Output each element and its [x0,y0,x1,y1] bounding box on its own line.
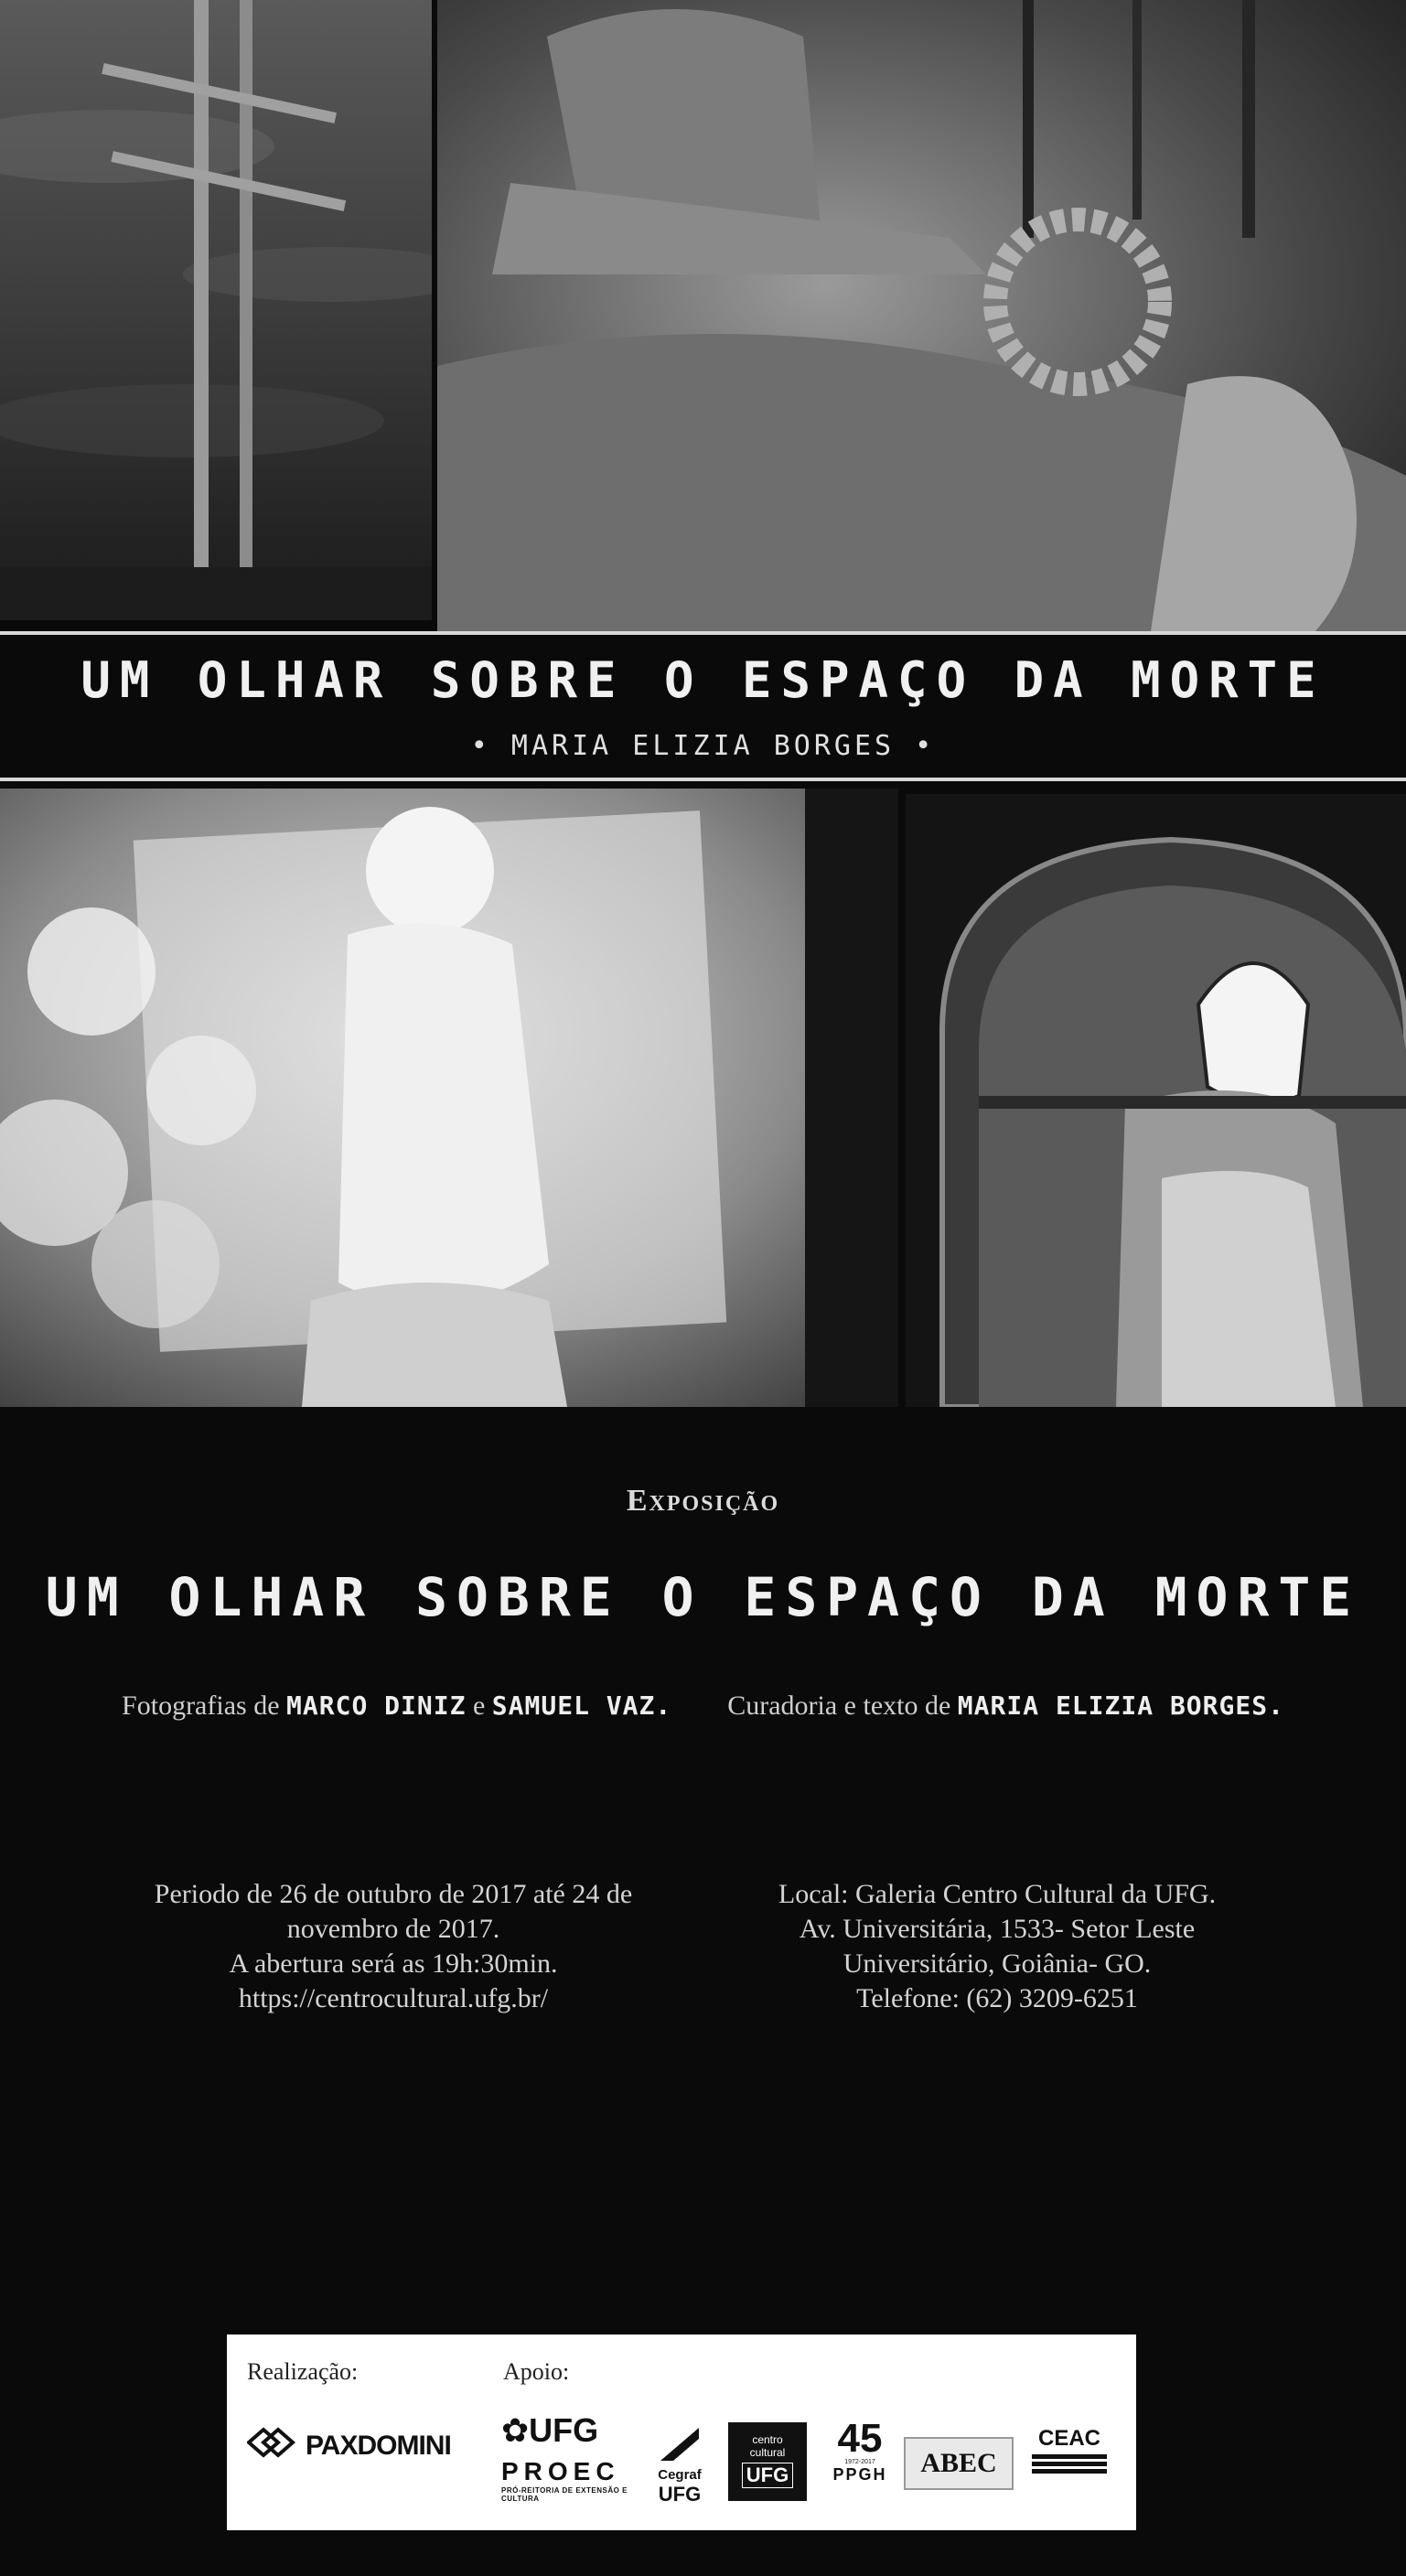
ppgh-logo [831,2416,889,2506]
cc-line-2: cultural [749,2446,786,2459]
schedule-block [110,1877,677,2016]
ceac-logo [1032,2426,1107,2508]
paxdomini-text: PAXDOMINI [306,2431,451,2461]
centro-cultural-logo [728,2422,807,2501]
credits-connector: e [472,1690,486,1721]
abec-text: ABEC [920,2448,997,2478]
exhibition-label: Exposição [626,1484,780,1518]
band-rule-top [0,631,1406,635]
paxdomini-logo [247,2426,457,2466]
ufg-flower-icon: ✿ [501,2411,530,2449]
band-title: UM OLHAR SOBRE O ESPAÇO DA MORTE [80,651,1326,709]
paxdomini-mark-icon [247,2426,302,2466]
sponsor-panel [227,2334,1136,2530]
phone-number: Telefone: (62) 3209-6251 [856,1983,1138,2013]
ufg-text: UFG [529,2411,599,2449]
abec-logo [904,2437,1014,2490]
proec-text: PROEC [501,2457,620,2485]
band-rule-bottom [0,778,1406,781]
schedule-line: novembro de 2017. [286,1914,500,1944]
photo-child-angel-statue [0,789,898,1407]
band-author: • MARIA ELIZIA BORGES • [470,730,936,762]
ufg-proec-logo [501,2411,629,2512]
exhibition-title: UM OLHAR SOBRE O ESPAÇO DA MORTE [45,1566,1361,1628]
schedule-line: A abertura será as 19h:30min. [229,1948,558,1979]
website-link[interactable]: https://centrocultural.ufg.br/ [238,1983,549,2013]
realizacao-label: Realização: [247,2358,359,2385]
ceac-text: CEAC [1037,2426,1100,2451]
photo-stained-glass-window [906,794,1406,1407]
cegraf-ufg-text: UFG [658,2483,702,2506]
photographer-1: MARCO DINIZ [286,1690,467,1721]
location-line: Av. Universitária, 1533- Setor Leste [799,1914,1196,1944]
ppgh-text: PPGH [832,2465,887,2484]
photos-prefix: Fotografias de [122,1690,280,1721]
cc-ufg-text: UFG [742,2463,793,2488]
photo-iron-cross [0,0,432,620]
apoio-label: Apoio: [503,2358,570,2385]
cc-line-1: centro [752,2433,783,2446]
photographer-2: SAMUEL VAZ. [491,1690,672,1721]
location-line: Universitário, Goiânia- GO. [843,1948,1152,1979]
curation-prefix: Curadoria e texto de [727,1690,951,1721]
ppgh-number: 45 [837,2416,883,2461]
proec-subtitle: PRÓ-REITORIA DE EXTENSÃO E CULTURA [501,2486,628,2503]
cegraf-mark-icon [657,2426,703,2463]
curator-name: MARIA ELIZIA BORGES. [957,1690,1284,1721]
cegraf-logo [648,2426,712,2508]
location-line: Local: Galeria Centro Cultural da UFG. [778,1879,1217,1909]
location-block [723,1877,1272,2016]
photo-mourning-statue [437,0,1406,631]
ppgh-years: 1972-2017 [844,2459,875,2465]
credits-line [0,1690,1406,1722]
schedule-line: Periodo de 26 de outubro de 2017 até 24 de [154,1879,633,1909]
cegraf-text: Cegraf [658,2467,702,2483]
